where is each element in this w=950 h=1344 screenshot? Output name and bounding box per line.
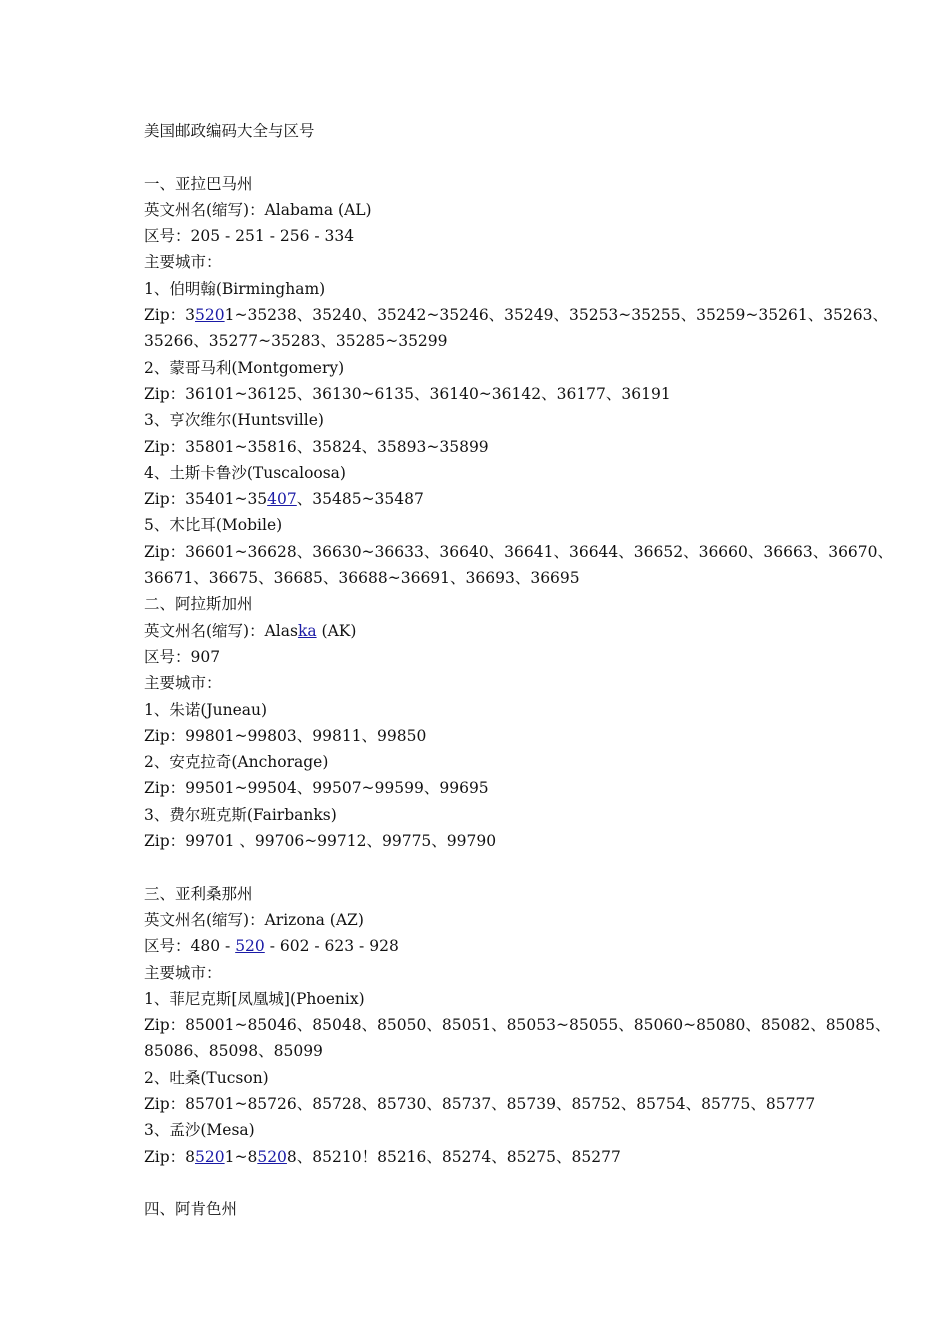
zip-line: Zip：35801~35816、35824、35893~35899: [144, 437, 489, 456]
state-heading-arizona: 三、亚利桑那州: [144, 884, 253, 903]
zip-line: Zip：85701~85726、85728、85730、85737、85739、85752、85754、85775、85777: [144, 1094, 816, 1113]
zip-line: Zip：99701 、99706~99712、99775、99790: [144, 832, 497, 851]
zip-text: Zip：8: [144, 1147, 196, 1166]
document-title: 美国邮政编码大全与区号: [144, 122, 315, 140]
zip-line: Zip：99801~99803、99811、99850: [144, 726, 427, 745]
cities-label: 主要城市：: [144, 674, 222, 693]
city-name: 1、伯明翰(Birmingham): [144, 279, 326, 298]
zip-line: Zip：36601~36628、36630~36633、36640、36641、36644、36652、36660、36663、36670、: [144, 542, 894, 561]
city-name: 3、费尔班克斯(Fairbanks): [144, 805, 337, 824]
spacer: [144, 854, 824, 880]
spacer: [144, 1170, 824, 1196]
zip-line: Zip：36101~36125、36130~6135、36140~36142、36177、36191: [144, 384, 671, 403]
state-name-line: [144, 618, 824, 644]
area-code-link[interactable]: 520: [235, 937, 265, 956]
area-code-line: 区号：907: [144, 647, 221, 666]
city-name: 3、孟沙(Mesa): [144, 1121, 255, 1140]
zip-line-continued: 36671、36675、36685、36688~36691、36693、36695: [144, 569, 580, 588]
city-name: 2、蒙哥马利(Montgomery): [144, 358, 345, 377]
zip-link[interactable]: 407: [267, 490, 297, 509]
city-name: 1、菲尼克斯[凤凰城](Phoenix): [144, 989, 365, 1008]
city-name: 1、朱诺(Juneau): [144, 700, 268, 719]
city-name: 4、土斯卡鲁沙(Tuscaloosa): [144, 463, 346, 482]
zip-link[interactable]: 520: [257, 1147, 287, 1166]
area-text: 区号：480 -: [144, 937, 236, 956]
zip-line: [144, 1144, 824, 1170]
zip-line-continued: 85086、85098、85099: [144, 1042, 323, 1061]
zip-text: Zip：35401~35: [144, 490, 268, 509]
state-text: (AK): [316, 621, 357, 640]
area-code-line: 区号：205 - 251 - 256 - 334: [144, 227, 355, 246]
zip-line: Zip：85001~85046、85048、85050、85051、85053~85055、85060~85080、85082、85085、: [144, 1016, 891, 1035]
cities-label: 主要城市：: [144, 963, 222, 982]
zip-link[interactable]: 520: [195, 306, 225, 325]
zip-text: 、35485~35487: [296, 490, 424, 509]
state-text: 英文州名(缩写)：Alas: [144, 621, 298, 640]
cities-label: 主要城市：: [144, 253, 222, 272]
state-heading-alaska: 二、阿拉斯加州: [144, 595, 253, 614]
state-heading-arkansas: 四、阿肯色州: [144, 1200, 238, 1219]
zip-text: 1~35238、35240、35242~35246、35249、35253~35255、35259~35261、35263、: [224, 306, 888, 325]
zip-line: [144, 302, 888, 328]
state-link[interactable]: ka: [297, 621, 317, 640]
area-code-line: [144, 933, 824, 959]
zip-line-continued: 35266、35277~35283、35285~35299: [144, 332, 448, 351]
city-name: 2、安克拉奇(Anchorage): [144, 753, 329, 772]
zip-text: 1~8: [224, 1147, 258, 1166]
zip-line: [144, 486, 824, 512]
city-name: 2、吐桑(Tucson): [144, 1068, 269, 1087]
state-name-line: 英文州名(缩写)：Alabama (AL): [144, 200, 372, 219]
state-name-line: 英文州名(缩写)：Arizona (AZ): [144, 910, 364, 929]
area-text: - 602 - 623 - 928: [264, 937, 399, 956]
city-name: 5、木比耳(Mobile): [144, 516, 283, 535]
zip-line: Zip：99501~99504、99507~99599、99695: [144, 779, 489, 798]
zip-text: Zip：3: [144, 306, 196, 325]
zip-text: 8、85210！85216、85274、85275、85277: [286, 1147, 621, 1166]
city-name: 3、亨次维尔(Huntsville): [144, 411, 324, 430]
document-body: [144, 118, 894, 1222]
zip-link[interactable]: 520: [195, 1147, 225, 1166]
state-heading-alabama: 一、亚拉巴马州: [144, 174, 253, 193]
spacer: [144, 144, 824, 170]
